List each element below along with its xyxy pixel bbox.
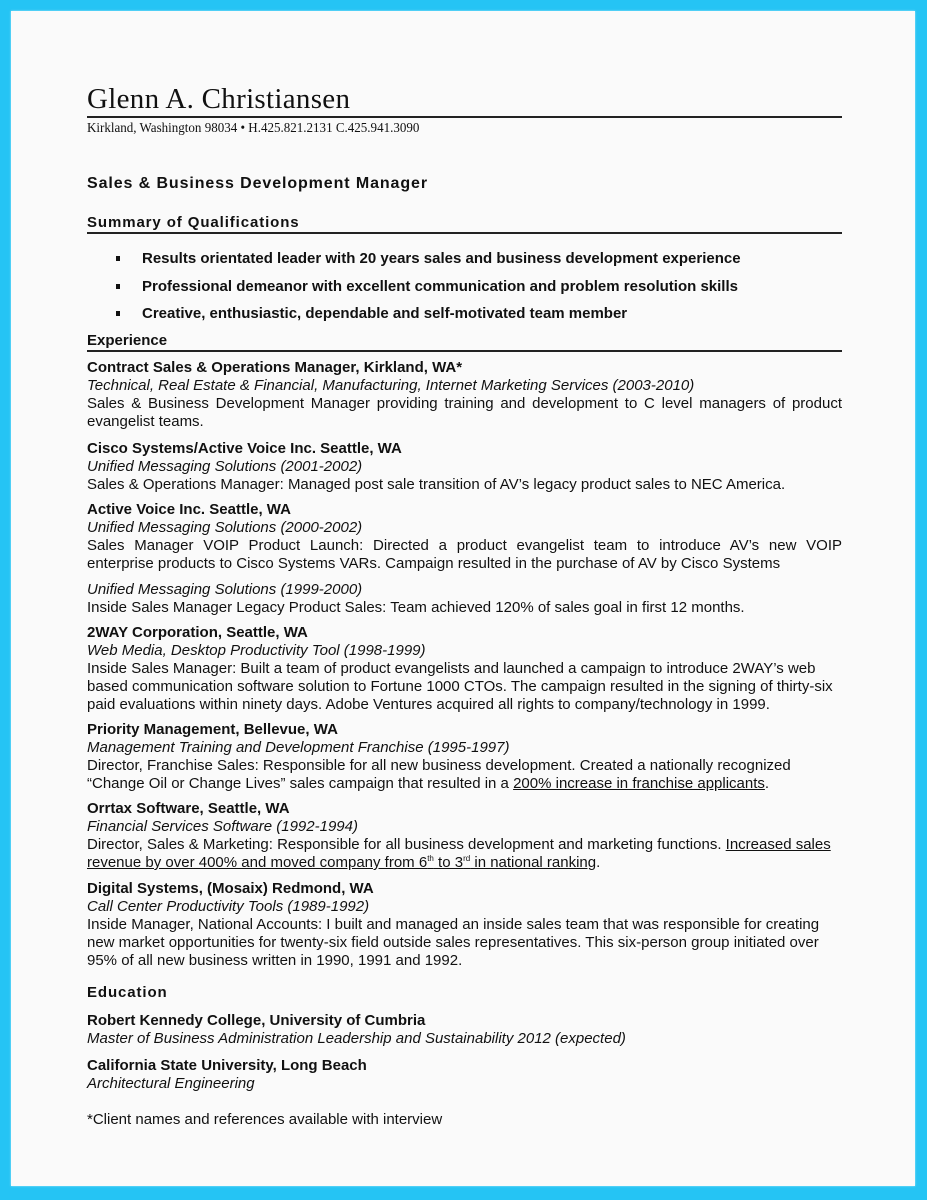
sector-dates: Management Training and Development Franchise (1995-1997) (87, 739, 510, 756)
role-description: Inside Sales Manager: Built a team of product evangelists and launched a campaign to introduce 2WAY’s web (87, 660, 816, 677)
role-description: evangelist teams. (87, 413, 204, 430)
education-heading: Education (87, 984, 168, 1001)
company-name: Cisco Systems/Active Voice Inc. Seattle, WA (87, 440, 402, 457)
role-description: Director, Franchise Sales: Responsible for all new business development. Created a nationally recognized (87, 757, 791, 774)
role-description: new market opportunities for twenty-six field outside sales representatives. This six-person group initiated over (87, 934, 819, 951)
role-description: Inside Sales Manager Legacy Product Sales: Team achieved 120% of sales goal in first 12 months. (87, 599, 745, 616)
sector-dates: Unified Messaging Solutions (2001-2002) (87, 458, 363, 475)
degree: Master of Business Administration Leadership and Sustainability 2012 (expected) (87, 1030, 626, 1047)
bullet-square-icon (116, 284, 120, 289)
summary-divider (87, 232, 842, 234)
sector-dates: Financial Services Software (1992-1994) (87, 818, 358, 835)
role-description: Director, Sales & Marketing: Responsible for all business development and marketing functions. Increased sales (87, 836, 831, 853)
highlighted-achievement: revenue by over 400% and moved company from 6th to 3rd in national ranking (87, 854, 597, 871)
company-name: Orrtax Software, Seattle, WA (87, 800, 290, 817)
header-divider (87, 116, 842, 118)
role-description: “Change Oil or Change Lives” sales campaign that resulted in a 200% increase in franchise applicants. (87, 775, 770, 792)
highlighted-achievement: 200% increase in franchise applicants (513, 775, 765, 792)
role-description: Sales Manager VOIP Product Launch: Directed a product evangelist team to introduce AV’s new VOIP (87, 537, 842, 554)
summary-heading: Summary of Qualifications (87, 214, 300, 231)
sector-dates: Unified Messaging Solutions (1999-2000) (87, 581, 363, 598)
role-description: enterprise products to Cisco Systems VARs. Campaign resulted in the purchase of AV by Cisco Systems (87, 555, 781, 572)
highlighted-achievement: Increased sales (725, 836, 831, 853)
sector-dates: Call Center Productivity Tools (1989-1992) (87, 898, 370, 915)
sector-dates: Unified Messaging Solutions (2000-2002) (87, 519, 363, 536)
role-description: Sales & Business Development Manager providing training and development to C level managers of product (87, 395, 842, 412)
footnote: *Client names and references available with interview (87, 1111, 443, 1128)
company-name: Priority Management, Bellevue, WA (87, 721, 338, 738)
company-name: Active Voice Inc. Seattle, WA (87, 501, 291, 518)
company-name: 2WAY Corporation, Seattle, WA (87, 624, 308, 641)
role-description: based communication software solution to Fortune 1000 CTOs. The campaign resulted in the signing of thirty-six (87, 678, 833, 695)
role-description: 95% of all new business written in 1990, 1991 and 1992. (87, 952, 463, 969)
role-description: paid evaluations within ninety days. Adobe Ventures acquired all rights to company/technology in 1999. (87, 696, 770, 713)
role-description: Sales & Operations Manager: Managed post sale transition of AV’s legacy product sales to NEC America. (87, 476, 786, 493)
company-name: Digital Systems, (Mosaix) Redmond, WA (87, 880, 374, 897)
experience-divider (87, 350, 842, 352)
sector-dates: Web Media, Desktop Productivity Tool (1998-1999) (87, 642, 426, 659)
sector-dates: Technical, Real Estate & Financial, Manufacturing, Internet Marketing Services (2003-2010) (87, 377, 695, 394)
role-description: Inside Manager, National Accounts: I built and managed an inside sales team that was responsible for creating (87, 916, 820, 933)
experience-heading: Experience (87, 332, 168, 349)
bullet-square-icon (116, 256, 120, 261)
candidate-name: Glenn A. Christiansen (87, 83, 351, 115)
school-name: California State University, Long Beach (87, 1057, 367, 1074)
bullet-square-icon (116, 311, 120, 316)
school-name: Robert Kennedy College, University of Cumbria (87, 1012, 426, 1029)
degree: Architectural Engineering (87, 1075, 255, 1092)
resume-page: Glenn A. Christiansen Kirkland, Washington 98034 • H.425.821.2131 C.425.941.3090 Sales & Business Development Manager Summary of Qualifications Results orientated leader with 20 years sales and business development experience Professional demeanor with excellent communication and problem resolution skills Creative, enthusiastic, dependable and self-motivated team member Experience Contract Sales & Operations Manager, Kirkland, WA* Technical, Real Estate & Financial, Manufacturing, Internet Marketing Services (2003-2010) Sales & Business Development Manager providing training and development to C level managers of product evangelist teams. Cisco Systems/Active Voice Inc. Seattle, WA Unified Messaging Solutions (2001-2002) Sales & Operations Manager: Managed post sale transition of AV’s legacy product sales to NEC America. Active Voice Inc. Seattle, WA Unified Messaging Solutions (2000-2002) Sales Manager VOIP Product Launch: Directed a product evangelist team to introduce AV’s new VOIP enterprise products to Cisco Systems VARs. Campaign resulted in the purchase of AV by Cisco Systems Unified Messaging Solutions (1999-2000) Inside Sales Manager Legacy Product Sales: Team achieved 120% of sales goal in first 12 months. 2WAY Corporation, Seattle, WA Web Media, Desktop Productivity Tool (1998-1999) Inside Sales Manager: Built a team of product evangelists and launched a campaign to introduce 2WAY’s web based communication software solution to Fortune 1000 CTOs. The campaign resulted in the signing of thirty-six paid evaluations within ninety days. Adobe Ventures acquired all rights to company/technology in 1999. Priority Management, Bellevue, WA Management Training and Development Franchise (1995-1997) Director, Franchise Sales: Responsible for all new business development. Created a nationally recognized “Change Oil or Change Lives” sales campaign that resulted in a 200% increase in franchise applicants. Orrtax Software, Seattle, WA Financial Services Software (1992-1994) Director, Sales & Marketing: Responsible for all business development and marketing functions. Increased sales revenue by over 400% and moved company from 6th to 3rd in national ranking. Digital Systems, (Mosaix) Redmond, WA Call Center Productivity Tools (1989-1992) Inside Manager, National Accounts: I built and managed an inside sales team that was responsible for creating new market opportunities for twenty-six field outside sales representatives. This six-person group initiated over 95% of all new business written in 1990, 1991 and 1992. Education Robert Kennedy College, University of Cumbria Master of Business Administration Leadership and Sustainability 2012 (expected) California State University, Long Beach Architectural Engineering *Client names and references available with interview (11, 11, 915, 1186)
contact-info: Kirkland, Washington 98034 • H.425.821.2131 C.425.941.3090 (87, 121, 420, 136)
role-description: revenue by over 400% and moved company from 6th to 3rd in national ranking. (87, 854, 601, 871)
job-title: Sales & Business Development Manager (87, 175, 428, 192)
company-name: Contract Sales & Operations Manager, Kirkland, WA* (87, 359, 463, 376)
